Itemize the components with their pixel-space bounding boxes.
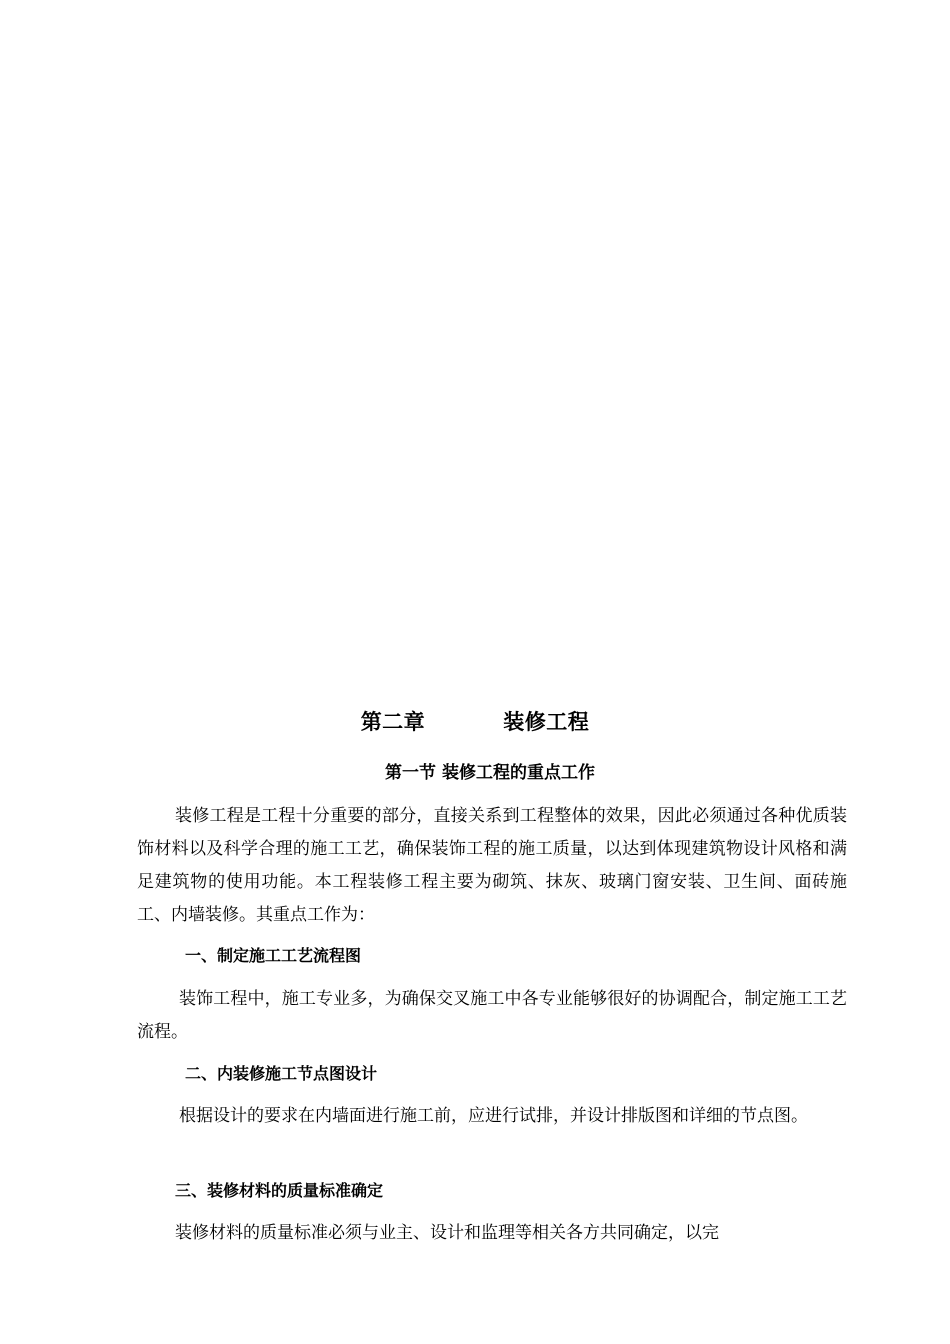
item-heading-2: 二、内装修施工节点图设计: [185, 1064, 378, 1083]
item-body-1: 装饰工程中，施工专业多，为确保交叉施工中各专业能够很好的协调配合，制定施工工艺流程。: [137, 989, 847, 1042]
intro-paragraph: 装修工程是工程十分重要的部分，直接关系到工程整体的效果，因此必须通过各种优质装饰材料以及科学合理的施工工艺，确保装饰工程的施工质量，以达到体现建筑物设计风格和满足建筑物的使用功能。本工程装修工程主要为砌筑、抹灰、玻璃门窗安装、卫生间、面砖施工、内墙装修。其重点工作为：: [137, 806, 847, 925]
section-title: 第一节 装修工程的重点工作: [385, 763, 595, 783]
item-body-2: 根据设计的要求在内墙面进行施工前，应进行试排，并设计排版图和详细的节点图。: [179, 1106, 808, 1126]
chapter-title: 第二章 装修工程: [360, 710, 590, 734]
item-heading-3: 三、装修材料的质量标准确定: [175, 1181, 384, 1200]
item-body-3: 装修材料的质量标准必须与业主、设计和监理等相关各方共同确定，以完: [175, 1223, 719, 1243]
item-heading-1: 一、制定施工工艺流程图: [185, 946, 362, 965]
